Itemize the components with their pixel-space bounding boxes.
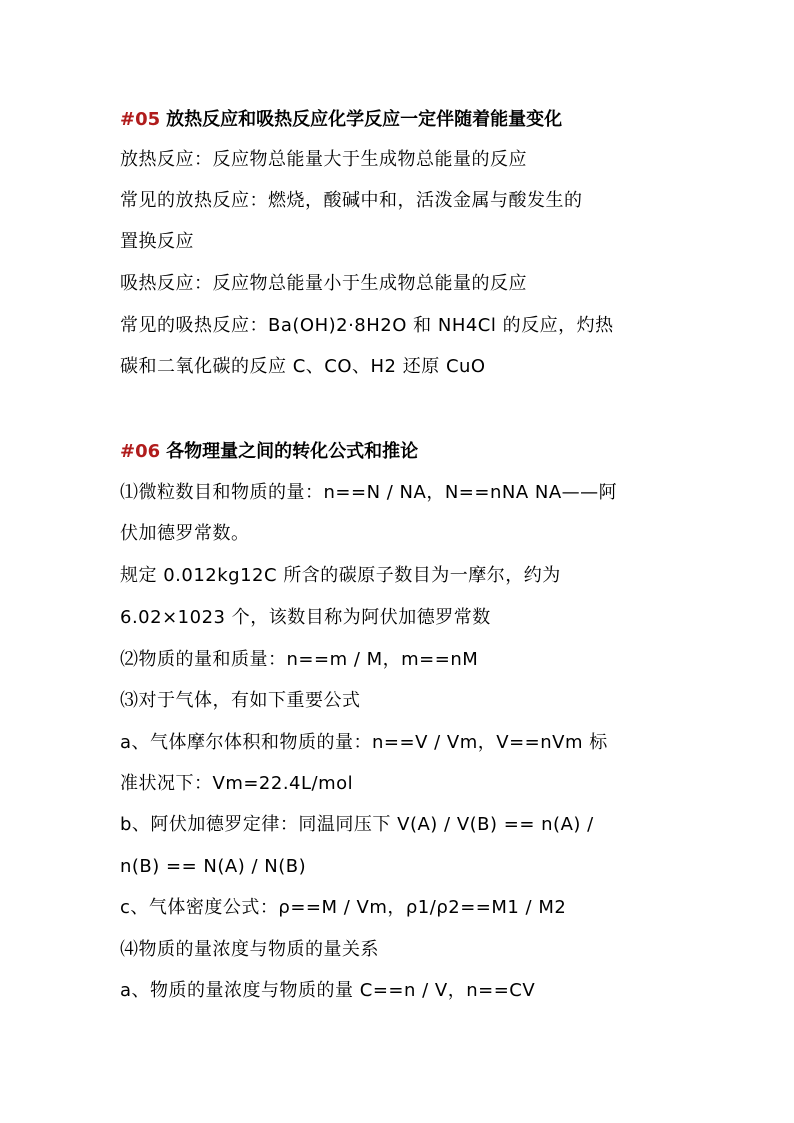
section-05-title: 放热反应和吸热反应化学反应一定伴随着能量变化: [166, 109, 563, 130]
section-06-line-7: a、气体摩尔体积和物质的量：n==V / Vm，V==nVm 标: [120, 732, 608, 753]
section-06-line-10: n(B) == N(A) / N(B): [120, 856, 307, 877]
section-05-line-1: 放热反应：反应物总能量大于生成物总能量的反应: [120, 149, 527, 170]
section-05-number: #05: [120, 109, 161, 130]
section-05-line-2: 常见的放热反应：燃烧，酸碱中和，活泼金属与酸发生的: [120, 190, 583, 211]
section-06-heading: [120, 440, 418, 464]
section-06-line-11: c、气体密度公式：ρ==M / Vm，ρ1/ρ2==M1 / M2: [120, 897, 567, 918]
section-06-line-6: ⑶对于气体，有如下重要公式: [120, 690, 361, 711]
section-06-title: 各物理量之间的转化公式和推论: [166, 441, 419, 462]
section-05-line-4: 吸热反应：反应物总能量小于生成物总能量的反应: [120, 273, 527, 294]
section-06-line-13: a、物质的量浓度与物质的量 C==n / V，n==CV: [120, 980, 536, 1001]
section-06-line-3: 规定 0.012kg12C 所含的碳原子数目为一摩尔，约为: [120, 565, 561, 586]
section-06-line-2: 伏加德罗常数。: [120, 523, 250, 544]
section-06-number: #06: [120, 441, 161, 462]
section-05-line-5: 常见的吸热反应：Ba(OH)2·8H2O 和 NH4Cl 的反应，灼热: [120, 315, 614, 336]
section-05-line-6: 碳和二氧化碳的反应 C、CO、H2 还原 CuO: [120, 356, 486, 377]
section-06-line-1: ⑴微粒数目和物质的量：n==N / NA，N==nNA NA——阿: [120, 482, 618, 503]
section-05-line-3: 置换反应: [120, 231, 194, 252]
section-05-heading: [120, 108, 562, 132]
section-06-line-5: ⑵物质的量和质量：n==m / M，m==nM: [120, 649, 479, 670]
section-06-line-12: ⑷物质的量浓度与物质的量关系: [120, 939, 379, 960]
section-06-line-4: 6.02×1023 个，该数目称为阿伏加德罗常数: [120, 607, 491, 628]
section-06-line-9: b、阿伏加德罗定律：同温同压下 V(A) / V(B) == n(A) /: [120, 814, 594, 835]
section-06-line-8: 准状况下：Vm=22.4L/mol: [120, 773, 354, 794]
